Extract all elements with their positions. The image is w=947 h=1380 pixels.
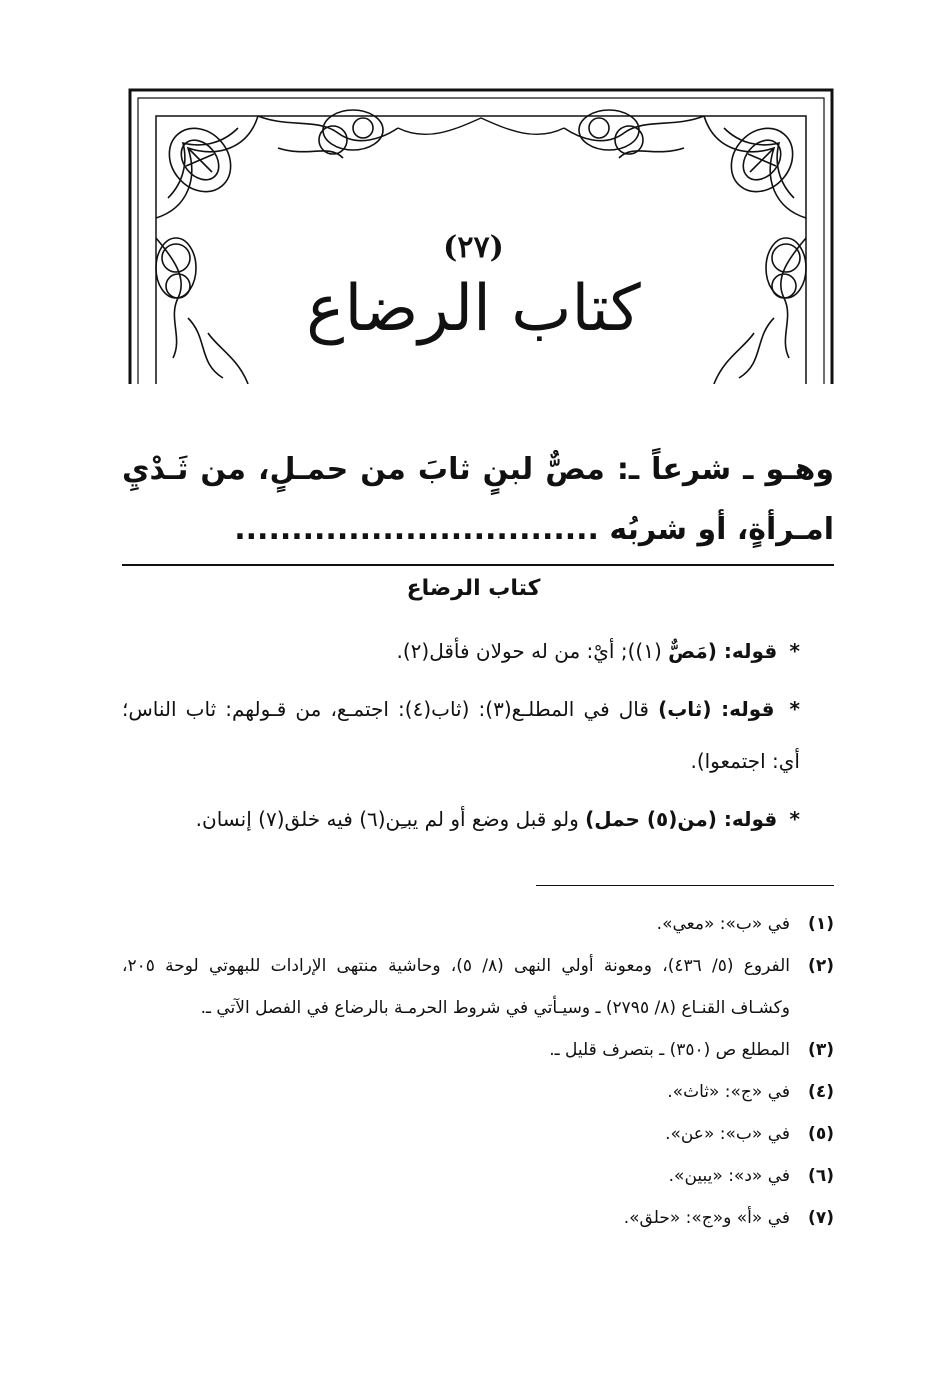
- footnote-number: (٤): [808, 1082, 834, 1102]
- footnote: [122, 945, 834, 1029]
- chapter-title: كتاب الرضاع: [306, 272, 641, 346]
- paragraph-lead: قوله: (ثاب): [658, 697, 775, 721]
- matn-dots: ................................: [234, 512, 599, 547]
- chapter-number: (٢٧): [443, 230, 504, 265]
- footnote-text: في «أ» و«ج»: «حلق».: [623, 1208, 790, 1228]
- paragraph-lead: قوله: (مَصٌّ: [668, 639, 778, 663]
- footnote-text: في «ج»: «ثاث».: [667, 1082, 790, 1102]
- paragraph-lead: قوله: (من(٥) حمل): [585, 807, 778, 831]
- star-marker: *: [789, 639, 800, 663]
- footnotes: [122, 903, 834, 1239]
- commentary-paragraph: [122, 683, 834, 787]
- matn-text: [122, 440, 834, 560]
- footnote-number: (٢): [808, 956, 834, 976]
- footnote: [122, 1197, 834, 1239]
- commentary-paragraph: [122, 625, 834, 677]
- footnote: [122, 1029, 834, 1071]
- star-marker: *: [789, 807, 800, 831]
- footnote-text: الفروع (٥/ ٤٣٦)، ومعونة أولي النهى (٨/ ٥)، وحاشية منتهى الإرادات للبهوتي لوحة ٢٠٥، وكشـاف القنـاع (٨/ ٢٧٩٥) ـ وسيـأتي في شروط الحرمـة بالرضاع في الفصل الآتي ـ.: [122, 956, 790, 1018]
- footnote-text: في «ب»: «عن».: [665, 1124, 790, 1144]
- footnote-rule: [536, 885, 834, 886]
- footnote-number: (١): [808, 914, 834, 934]
- paragraph-text: قال في المطلـع(٣): (ثاب(٤): اجتمـع، من قـولهم: ثاب الناس؛ أي: اجتمعوا).: [122, 697, 800, 773]
- footnote: [122, 1113, 834, 1155]
- footnote: [122, 1071, 834, 1113]
- commentary-paragraph: [122, 793, 834, 845]
- footnote: [122, 1155, 834, 1197]
- footnote-number: (٦): [808, 1166, 834, 1186]
- footnote-number: (٧): [808, 1208, 834, 1228]
- commentary-body: [122, 625, 834, 851]
- footnote-number: (٥): [808, 1124, 834, 1144]
- footnote-number: (٣): [808, 1040, 834, 1060]
- star-marker: *: [789, 697, 800, 721]
- paragraph-text: (١)); أيْ: من له حولان فأقل(٢).: [396, 639, 662, 663]
- matn-sentence: وهـو ـ شرعاً ـ: مصٌّ لبنٍ ثابَ من حمـلٍ، من ثَـدْيِ امـرأةٍ، أو شربُه: [122, 452, 834, 547]
- footnote: [122, 903, 834, 945]
- footnote-text: المطلع ص (٣٥٠) ـ بتصرف قليل ـ.: [549, 1040, 790, 1060]
- commentary-section-title: كتاب الرضاع: [406, 576, 541, 601]
- footnote-text: في «د»: «يبين».: [668, 1166, 790, 1186]
- paragraph-text: ولو قبل وضع أو لم يبـِن(٦) فيه خلق(٧) إنسان.: [195, 807, 579, 831]
- footnote-text: في «ب»: «معي».: [656, 914, 790, 934]
- separator-rule: [122, 564, 834, 566]
